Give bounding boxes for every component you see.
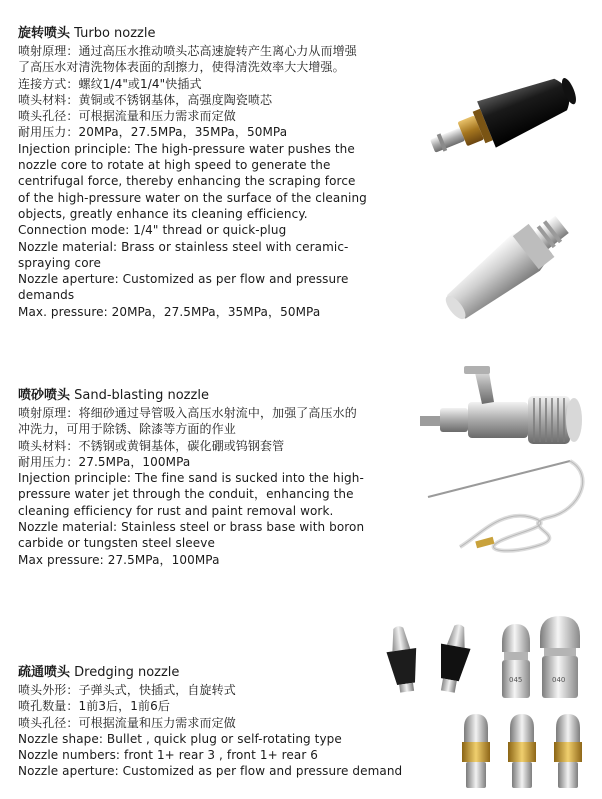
turbo-line: 了高压水对清洗物体表面的刮擦力，使得清洗效率大大增强。	[18, 60, 345, 75]
sand-title	[18, 387, 364, 404]
dredge-section	[18, 664, 402, 780]
turbo-line: 喷头材料：黄铜或不锈钢基体，高强度陶瓷喷芯	[18, 92, 273, 107]
dredge-description	[18, 682, 402, 780]
rotating-nozzles-image	[456, 708, 592, 796]
turbo-nozzle-steel-image	[430, 210, 590, 320]
turbo-title-zh: 旋转喷头	[18, 26, 71, 41]
turbo-line: spraying core	[18, 255, 101, 270]
turbo-title-en: Turbo nozzle	[74, 26, 156, 41]
engraving-a: 045	[509, 676, 523, 684]
sand-line: carbide or tungsten steel sleeve	[18, 536, 215, 551]
turbo-line: nozzle core to rotate at high speed to generate the	[18, 158, 331, 173]
sand-line: Nozzle material: Stainless steel or brass base with boron	[18, 520, 365, 535]
turbo-line: 连接方式：螺纹1/4"或1/4"快插式	[18, 76, 202, 91]
steel-dredging-nozzles-image	[494, 612, 590, 708]
turbo-line: demands	[18, 288, 75, 303]
turbo-line: Connection mode: 1/4" thread or quick-plug	[18, 223, 287, 238]
turbo-line: Nozzle aperture: Customized as per flow and pressure	[18, 272, 349, 287]
dredge-line: Nozzle shape: Bullet , quick plug or self-rotating type	[18, 731, 342, 746]
sand-line: 耐用压力：27.5MPa，100MPa	[18, 454, 191, 469]
turbo-line: centrifugal force, thereby enhancing the scraping force	[18, 174, 356, 189]
dredge-title-zh: 疏通喷头	[18, 665, 71, 680]
sand-line: Max pressure: 27.5MPa，100MPa	[18, 552, 220, 567]
dredge-title	[18, 664, 402, 681]
sand-line: cleaning efficiency for rust and paint removal work.	[18, 503, 334, 518]
sand-line: 喷头材料：不锈钢或黄铜基体，碳化硼或钨钢套管	[18, 438, 285, 453]
dredge-line: Nozzle numbers: front 1+ rear 3 , front 1+ rear 6	[18, 748, 319, 763]
turbo-description	[18, 43, 367, 320]
turbo-line: 耐用压力：20MPa，27.5MPa，35MPa，50MPa	[18, 125, 288, 140]
sand-description	[18, 405, 364, 568]
sand-title-zh: 喷砂喷头	[18, 388, 71, 403]
turbo-line: Max. pressure: 20MPa，27.5MPa，35MPa，50MPa	[18, 304, 321, 319]
sand-title-en: Sand-blasting nozzle	[74, 388, 209, 403]
sand-line: pressure water jet through the conduit，enhancing the	[18, 487, 354, 502]
bullet-nozzles-image	[378, 622, 488, 702]
sand-hose-image	[420, 455, 590, 565]
dredge-line: 喷孔数量：1前3后，1前6后	[18, 699, 170, 714]
turbo-line: Injection principle: The high-pressure water pushes the	[18, 141, 355, 156]
sand-line: Injection principle: The fine sand is sucked into the high-	[18, 471, 364, 486]
dredge-line: 喷头外形：子弹头式，快插式，自旋转式	[18, 683, 236, 697]
turbo-title	[18, 25, 367, 42]
dredge-title-en: Dredging nozzle	[74, 665, 180, 680]
turbo-line: of the high-pressure water on the surface of the cleaning	[18, 190, 367, 205]
turbo-line: Nozzle material: Brass or stainless steel with ceramic-	[18, 239, 349, 254]
turbo-line: 喷射原理：通过高压水推动喷头芯高速旋转产生离心力从而增强	[18, 44, 357, 58]
turbo-line: objects, greatly enhance its cleaning efficiency.	[18, 206, 308, 221]
sand-blasting-head-image	[418, 362, 588, 452]
dredge-line: Nozzle aperture: Customized as per flow and pressure demand	[18, 764, 403, 779]
sand-section	[18, 387, 364, 568]
turbo-line: 喷头孔径：可根据流量和压力需求而定做	[18, 109, 236, 124]
sand-line: 喷射原理：将细砂通过导管吸入高压水射流中，加强了高压水的	[18, 406, 357, 420]
sand-line: 冲洗力，可用于除锈、除漆等方面的作业	[18, 422, 236, 437]
turbo-nozzle-black-image	[425, 62, 585, 172]
dredge-line: 喷头孔径：可根据流量和压力需求而定做	[18, 715, 236, 730]
turbo-section	[18, 25, 367, 320]
engraving-b: 040	[552, 676, 566, 684]
